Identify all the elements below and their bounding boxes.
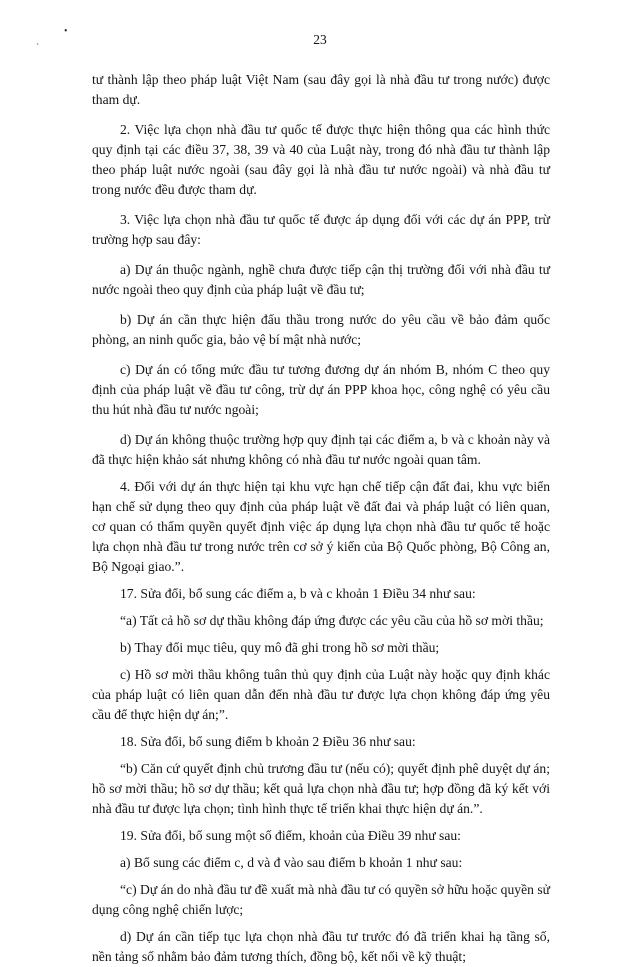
paragraph: 3. Việc lựa chọn nhà đầu tư quốc tế được áp dụng đối với các dự án PPP, trừ trường hợp sau đây: (92, 212, 550, 247)
paragraph: 17. Sửa đổi, bổ sung các điểm a, b và c khoản 1 Điều 34 như sau: (120, 586, 476, 601)
paragraph: d) Dự án không thuộc trường hợp quy định tại các điểm a, b và c khoản này và đã thực hiện khảo sát nhưng không có nhà đầu tư nước ngoài quan tâm. (92, 432, 550, 467)
paragraph: “a) Tất cả hồ sơ dự thầu không đáp ứng được các yêu cầu của hồ sơ mời thầu; (120, 613, 544, 628)
paragraph: “c) Dự án do nhà đầu tư đề xuất mà nhà đầu tư có quyền sở hữu hoặc quyền sử dụng công nghệ chiến lược; (92, 882, 550, 917)
paragraph: b) Dự án cần thực hiện đấu thầu trong nước do yêu cầu về bảo đảm quốc phòng, an ninh quốc gia, bảo vệ bí mật nhà nước; (92, 312, 550, 347)
paragraph: b) Thay đổi mục tiêu, quy mô đã ghi trong hồ sơ mời thầu; (120, 640, 440, 655)
paragraph: c) Hồ sơ mời thầu không tuân thủ quy định của Luật này hoặc quy định khác của pháp luật có liên quan dẫn đến nhà đầu tư được lựa chọn không đáp ứng yêu cầu để thực hiện dự án;”. (92, 667, 550, 722)
paragraph: 19. Sửa đổi, bổ sung một số điểm, khoản của Điều 39 như sau: (120, 828, 461, 843)
paragraph: 18. Sửa đổi, bổ sung điểm b khoản 2 Điều 36 như sau: (120, 734, 416, 749)
scan-speck: • (64, 26, 68, 37)
paragraph: “b) Căn cứ quyết định chủ trương đầu tư (nếu có); quyết định phê duyệt dự án; hồ sơ mời thầu; hồ sơ dự thầu; kết quả lựa chọn nhà đầu tư; hợp đồng đã ký kết với nhà đầu tư được lựa chọn; tình hình thực tế triển khai thực hiện dự án.”. (92, 761, 550, 816)
paragraph: 4. Đối với dự án thực hiện tại khu vực hạn chế tiếp cận đất đai, khu vực biển hạn chế sử dụng theo quy định của pháp luật về đất đai và pháp luật có liên quan, cơ quan có thẩm quyền quyết định việc áp dụng lựa chọn nhà đầu tư quốc tế hoặc lựa chọn nhà đầu tư trong nước trên cơ sở ý kiến của Bộ Quốc phòng, Bộ Công an, Bộ Ngoại giao.”. (92, 479, 550, 574)
paragraph: c) Dự án có tổng mức đầu tư tương đương dự án nhóm B, nhóm C theo quy định của pháp luật về đầu tư công, trừ dự án PPP khoa học, công nghệ có yêu cầu thu hút nhà đầu tư nước ngoài; (92, 362, 550, 417)
paragraph: tư thành lập theo pháp luật Việt Nam (sau đây gọi là nhà đầu tư trong nước) được tham dự. (92, 72, 550, 107)
paragraph: a) Bổ sung các điểm c, d và đ vào sau điểm b khoản 1 như sau: (120, 855, 463, 870)
document-body (92, 70, 550, 967)
page-number: 23 (313, 32, 327, 47)
scan-speck: ` (36, 43, 40, 54)
paragraph: 2. Việc lựa chọn nhà đầu tư quốc tế được thực hiện thông qua các hình thức quy định tại các điều 37, 38, 39 và 40 của Luật này, trong đó nhà đầu tư thành lập theo pháp luật nước ngoài (sau đây gọi là nhà đầu tư nước ngoài) và nhà đầu tư trong nước đều được tham dự. (92, 122, 550, 197)
paragraph: d) Dự án cần tiếp tục lựa chọn nhà đầu tư trước đó đã triển khai hạ tầng số, nền tảng số nhằm bảo đảm tương thích, đồng bộ, kết nối về kỹ thuật; (92, 929, 550, 964)
paragraph: a) Dự án thuộc ngành, nghề chưa được tiếp cận thị trường đối với nhà đầu tư nước ngoài theo quy định của pháp luật về đầu tư; (92, 262, 550, 297)
